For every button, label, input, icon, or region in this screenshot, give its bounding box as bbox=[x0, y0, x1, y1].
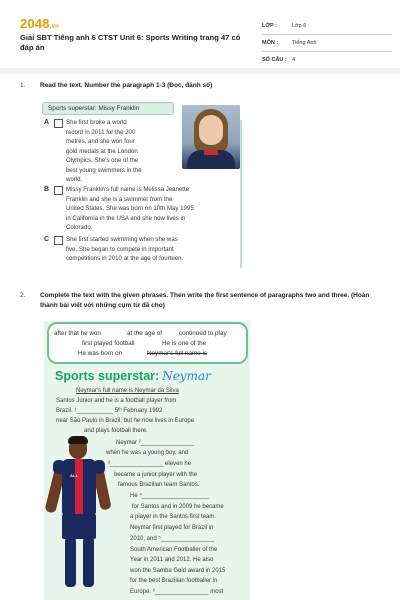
article-line: ³________________ eleven he bbox=[108, 461, 192, 467]
question-number: 1. bbox=[20, 82, 26, 89]
article-line: Neymar's full name is Neymar da Silva bbox=[76, 388, 179, 394]
article-line: He ⁴____________________ bbox=[130, 493, 209, 499]
meta-value: 4 bbox=[292, 57, 296, 63]
meta-value: Tiếng Anh bbox=[292, 40, 317, 46]
paragraph-line: competitions in 2010 at the age of fourteen. bbox=[66, 255, 184, 262]
question-2-reading-image bbox=[44, 321, 250, 600]
article-line: when he was a young boy, and bbox=[106, 450, 189, 456]
paragraph-b bbox=[66, 185, 234, 233]
article-line: South American Footballer of the bbox=[130, 547, 218, 553]
paragraph-label-c: C bbox=[44, 236, 50, 243]
question-1 bbox=[20, 81, 385, 92]
paragraph-line: She first broke a world bbox=[66, 119, 127, 126]
paragraph-line: United States. She was born on 10th May 1995 bbox=[66, 205, 194, 212]
meta-label: LỚP : bbox=[262, 23, 277, 29]
article-title-name: Neymar bbox=[162, 369, 211, 383]
article-line: famous Brazilian team Santos. bbox=[118, 482, 200, 488]
question-text: Complete the text with the given phrases. Then write the first sentence of paragraphs two and three. (Hoàn thành bài viết với những cụm từ đã cho) bbox=[40, 292, 370, 309]
paragraph-line: She first started swimming when she was bbox=[66, 236, 178, 243]
paragraph-line: five. She began to compete in important bbox=[66, 245, 174, 253]
paragraph-line: record in 2011 for the 200 bbox=[66, 128, 136, 136]
athlete-photo bbox=[182, 105, 240, 169]
article-line: for the best Brazilian footballer in bbox=[130, 578, 218, 584]
article-line: near São Paulo in Brazil, but he now lives in Europe bbox=[56, 418, 195, 424]
paragraph-a bbox=[66, 118, 186, 185]
article-line: Europe. ⁶________________ most bbox=[130, 589, 224, 595]
meta-value: Lớp 6 bbox=[292, 23, 307, 29]
article-title-main: Sports superstar: bbox=[55, 369, 160, 383]
meta-label: SỐ CÂU : bbox=[262, 57, 287, 63]
phrase-option: He is one of the bbox=[162, 340, 207, 347]
phrase-bank bbox=[47, 322, 248, 364]
article-line: Year in 2011 and 2012. He also bbox=[130, 557, 214, 563]
meta-label: MÔN : bbox=[262, 40, 279, 46]
paragraph-line: Olympics. She's one of the bbox=[66, 157, 139, 164]
paragraph-line: in California in the USA and she now lives in bbox=[66, 214, 186, 222]
shirt-sponsor-text: ALL bbox=[70, 473, 79, 478]
paragraph-label-a: A bbox=[44, 119, 50, 126]
document-header bbox=[8, 8, 392, 66]
site-logo[interactable] bbox=[20, 16, 59, 31]
reading-title: Sports superstar: Missy Franklin bbox=[42, 102, 174, 115]
paragraph-number-box-b[interactable] bbox=[54, 186, 63, 195]
article-line: 2010, and ⁵________________ bbox=[130, 536, 215, 542]
meta-row-class bbox=[262, 20, 392, 35]
article-line: Santos Júnior and he is a football player from bbox=[56, 398, 177, 404]
meta-row-subject bbox=[262, 37, 392, 52]
phrase-option: continued to play bbox=[179, 330, 227, 337]
phrase-option: after that he won bbox=[54, 330, 101, 337]
article-line: won the Samba Gold award in 2015 bbox=[130, 568, 226, 574]
question-number: 2. bbox=[20, 292, 26, 299]
paragraph-line: metres, and she won four bbox=[66, 138, 135, 145]
article-line: Neymar ²________________ bbox=[116, 440, 195, 446]
article-line: for Santos and in 2009 he became bbox=[132, 504, 224, 510]
paragraph-label-b: B bbox=[44, 186, 50, 193]
football-player-photo bbox=[44, 436, 124, 600]
question-1-reading-image bbox=[40, 98, 242, 269]
paragraph-line: best young swimmers in the bbox=[66, 166, 142, 174]
paragraph-number-box-a[interactable] bbox=[54, 119, 63, 128]
paragraph-line: Missy Franklin's full name is Melissa Jeanette bbox=[66, 186, 190, 193]
paragraph-c bbox=[66, 235, 234, 264]
article-title bbox=[55, 369, 211, 383]
paragraph-line: Colorado. bbox=[66, 224, 93, 231]
logo-text: 2048 bbox=[20, 16, 50, 31]
phrase-option-used: Neymar's full name is bbox=[147, 350, 207, 357]
document-meta bbox=[262, 20, 392, 71]
phrase-option: He was born on bbox=[78, 350, 123, 357]
question-2 bbox=[20, 291, 385, 315]
article-line: Neymar first played for Brazil in bbox=[130, 525, 214, 531]
paragraph-number-box-c[interactable] bbox=[54, 236, 63, 245]
article-line: Brazil. ¹___________ 5ᵗʰ February 1992 bbox=[56, 408, 163, 414]
article-line: and plays football there. bbox=[84, 428, 148, 434]
paragraph-line: gold medals at the London bbox=[66, 147, 138, 155]
meta-row-count bbox=[262, 54, 392, 69]
question-text: Read the text. Number the paragraph 1-3 (Đọc, đánh số) bbox=[40, 82, 213, 89]
article-line: a player in the Santos first team. bbox=[130, 514, 217, 520]
section-divider bbox=[0, 68, 400, 74]
article-line: became a junior player with the bbox=[114, 472, 198, 478]
logo-suffix: .vn bbox=[49, 24, 60, 30]
paragraph-line: world. bbox=[66, 176, 83, 183]
paragraph-line: Franklin and she is a swimmer from the bbox=[66, 195, 173, 203]
phrase-option: first played football bbox=[82, 340, 135, 347]
document-title: Giải SBT Tiếng anh 6 CTST Unit 6: Sports Writing trang 47 có đáp án bbox=[20, 33, 241, 52]
phrase-option: at the age of bbox=[127, 330, 163, 337]
